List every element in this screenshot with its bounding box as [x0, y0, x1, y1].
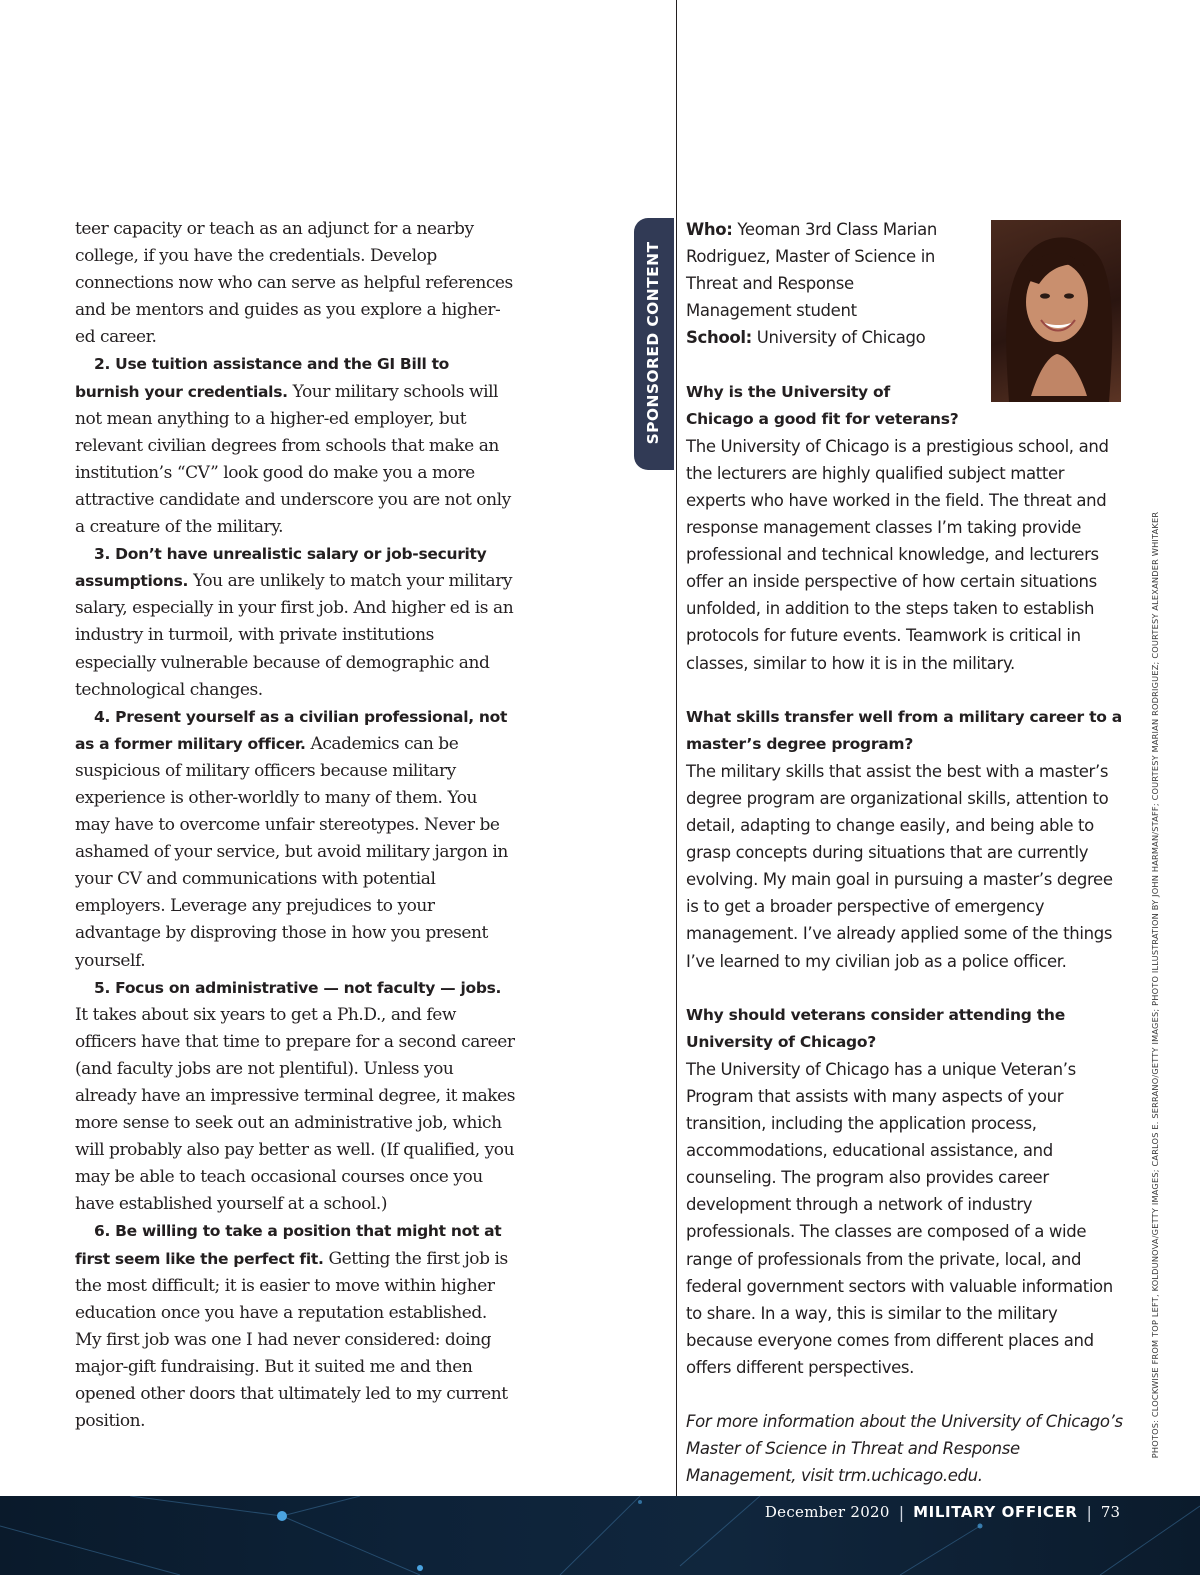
tip-6 — [75, 1218, 515, 1435]
tip-2 — [75, 351, 515, 541]
tip-text: Academics can be suspicious of military officers because military experience is other-worldly to many of them. You may have to overcome unfair stereotypes. Never be ashamed of your service, but avoid military jargon in your CV and communications with potential employers. Leverage any prejudices to your advantage by disproving those in how you present yourself. — [75, 733, 508, 971]
qa-answer: The University of Chicago is a prestigious school, and the lecturers are highly qualified subject matter experts who have worked in the field. The threat and response management classes I’m taking provide professional and technical knowledge, and lecturers offer an inside perspective of how certain situations unfolded, in addition to the steps taken to establish protocols for future events. Teamwork is critical in classes, similar to how it is in the military. — [686, 436, 1109, 673]
page-number: 73 — [1100, 1503, 1120, 1521]
article-left-column — [75, 216, 515, 1435]
tip-text: Getting the first job is the most difficult; it is easier to move within higher education once you have a reputation established. My first job was one I had never considered: doing major-gift fundraising. But it suited me and then opened other doors that ultimately led to my current position. — [75, 1248, 508, 1432]
closing-note: For more information about the University of Chicago’s Master of Science in Threat and Response Management, visit trm.uchicago.edu. — [686, 1412, 1123, 1486]
tip-heading: 6. Be willing to take a position that might not at first seem like the perfect fit. — [75, 1222, 502, 1268]
folio — [765, 1502, 1120, 1522]
tip-4 — [75, 704, 515, 975]
page-footer — [0, 1496, 1200, 1575]
school-label: School: — [686, 328, 752, 348]
paragraph: teer capacity or teach as an adjunct for a nearby college, if you have the credentials. Develop connections now who can serve as helpful references and be mentors and guides as you explore a higher-ed career. — [75, 219, 513, 348]
tip-heading: 3. Don’t have unrealistic salary or job-security assumptions. — [75, 545, 487, 591]
qa-answer: The University of Chicago has a unique Veteran’s Program that assists with many aspects of your transition, including the application process, accommodations, educational assistance, and counseling. The program also provides career development through a network of industry professionals. The classes are composed of a wide range of professionals from the private, local, and federal government sectors with valuable information to share. In a way, this is similar to the military because everyone comes from different places and offers different perspectives. — [686, 1059, 1113, 1377]
magazine-name: MILITARY OFFICER — [913, 1503, 1078, 1521]
folio-separator: | — [898, 1502, 905, 1522]
qa-question: What skills transfer well from a military career to a master’s degree program? — [686, 707, 1122, 753]
tip-heading: 4. Present yourself as a civilian professional, not as a former military officer. — [75, 707, 508, 753]
profile-school — [686, 324, 961, 351]
tip-5 — [75, 975, 515, 1219]
issue-date: December 2020 — [764, 1503, 890, 1521]
school-value: University of Chicago — [751, 328, 926, 348]
tip-3 — [75, 541, 515, 704]
who-value: Yeoman 3rd Class Marian Rodriguez, Master of Science in Threat and Response Management student — [686, 220, 937, 321]
tip-text: You are unlikely to match your military salary, especially in your first job. And higher ed is an industry in turmoil, with private institutions especially vulnerable because of demographic and technological changes. — [75, 571, 514, 700]
tip-text: Your military schools will not mean anything to a higher-ed employer, but relevant civilian degrees from schools that make an institution’s “CV” look good do make you a more attractive candidate and underscore you are not only a creature of the military. — [75, 381, 511, 538]
qa-question: Why should veterans consider attending the University of Chicago? — [686, 1005, 1065, 1051]
tip-text: It takes about six years to get a Ph.D., and few officers have that time to prepare for a second career (and faculty jobs are not plentiful). Unless you already have an impressive terminal degree, it makes more sense to seek out an administrative job, which will probably also pay better as well. (If qualified, you may be able to teach occasional courses once you have established yourself at a school.) — [75, 1004, 515, 1215]
sponsored-right-column — [686, 216, 1126, 1489]
profile-who — [686, 216, 961, 324]
tip-heading: 2. Use tuition assistance and the GI Bill to burnish your credentials. — [75, 355, 450, 401]
tip-heading: 5. Focus on administrative — not faculty — jobs. — [94, 978, 502, 997]
qa-question: Why is the University of Chicago a good fit for veterans? — [686, 382, 959, 428]
folio-separator: | — [1086, 1502, 1092, 1522]
sponsored-content-label: SPONSORED CONTENT — [644, 241, 662, 445]
column-divider — [676, 0, 677, 1496]
who-label: Who: — [686, 220, 733, 239]
photo-credit: PHOTOS: CLOCKWISE FROM TOP LEFT, KOLDUNOVA/GETTY IMAGES; CARLOS E. SERRANO/GETTY IMAGES; PHOTO ILLUSTRATION BY JOHN HARMAN/STAFF; COURTESY MARIAN RODRIGUEZ; COURTESY ALEXANDER WHITAKER — [1150, 511, 1160, 1459]
qa-answer: The military skills that assist the best with a master’s degree program are organizational skills, attention to detail, adapting to change easily, and being able to grasp concepts during situations that are currently evolving. My main goal in pursuing a master’s degree is to get a broader perspective of emergency management. I’ve already applied some of the things I’ve learned to my civilian job as a police officer. — [686, 761, 1113, 971]
